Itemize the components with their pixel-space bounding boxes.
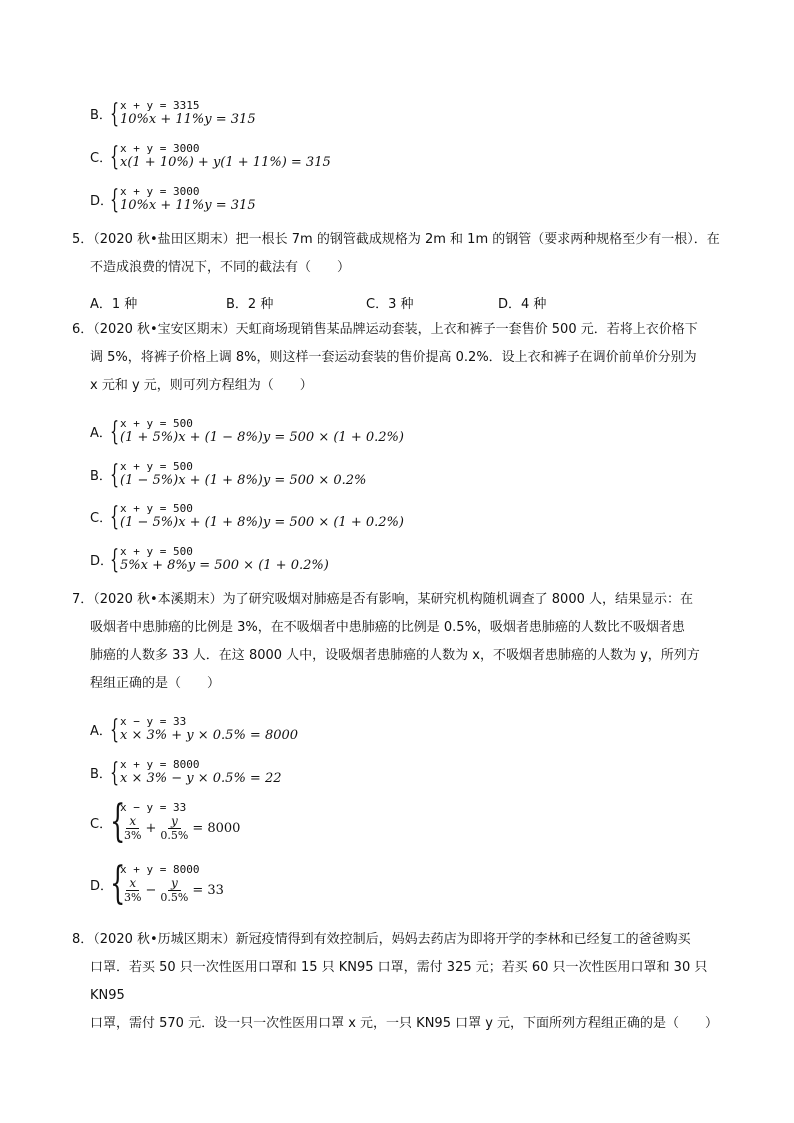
- equation-system: [110, 546, 329, 573]
- option-label: B．: [90, 108, 112, 123]
- equation-line-2: x(1 + 10%) + y(1 + 11%) = 315: [120, 155, 331, 170]
- question-stem-line: 程组正确的是（ ）: [90, 676, 221, 691]
- option-label: A．: [90, 426, 112, 441]
- question-stem-line: 不造成浪费的情况下，不同的截法有（ ）: [90, 260, 351, 275]
- fraction-numerator: y: [168, 814, 181, 829]
- fraction-numerator: x: [126, 876, 139, 891]
- fraction-denominator: 0.5%: [160, 828, 189, 842]
- q6-option-a[interactable]: [90, 418, 404, 445]
- fraction-numerator: x: [126, 814, 139, 829]
- equation-line-2: (1 − 5%)x + (1 + 8%)y = 500 × (1 + 0.2%): [120, 515, 404, 530]
- equation-line-1: x + y = 8000: [120, 862, 200, 876]
- option-label: C．: [90, 816, 113, 832]
- fraction-denominator: 3%: [124, 828, 142, 842]
- left-brace-icon: {: [110, 459, 120, 490]
- question-stem-line: 口罩．若买 50 只一次性医用口罩和 15 只 KN95 口罩，需付 325 元；若买 60 只一次性医用口罩和 30 只 KN95: [90, 960, 708, 1003]
- question-stem-line: x 元和 y 元，则可列方程组为（ ）: [90, 378, 313, 393]
- left-brace-icon: {: [110, 858, 126, 909]
- equation-line-1: x + y = 500: [120, 460, 193, 473]
- question-stem-line: 吸烟者中患肺癌的比例是 3%，在不吸烟者中患肺癌的比例是 0.5%，吸烟者患肺癌的人数比不吸烟者患: [90, 620, 685, 635]
- question-5: [72, 226, 732, 282]
- q4-option-d[interactable]: [90, 186, 256, 213]
- equation-system: [110, 418, 404, 445]
- equation-line-2: 5%x + 8%y = 500 × (1 + 0.2%): [120, 558, 329, 573]
- equation-system: [110, 759, 282, 786]
- option-label: C．: [90, 151, 113, 166]
- left-brace-icon: {: [110, 501, 120, 532]
- option-label: C．: [90, 511, 113, 526]
- equation-line-1: x + y = 3000: [120, 185, 200, 198]
- left-brace-icon: {: [110, 757, 120, 788]
- q6-option-c[interactable]: [90, 503, 404, 530]
- equation-line-2: x × 3% − y × 0.5% = 22: [120, 771, 282, 786]
- question-7: [72, 586, 732, 698]
- equation-line-2: (1 + 5%)x + (1 − 8%)y = 500 × (1 + 0.2%): [120, 430, 404, 445]
- q5-choice-b[interactable]: B．2 种: [226, 297, 274, 312]
- equation-line-2: [120, 814, 240, 843]
- equation-line-1: x + y = 3315: [120, 99, 200, 112]
- q7-option-b[interactable]: [90, 759, 282, 786]
- operator: −: [145, 882, 157, 898]
- equation-system: [110, 186, 256, 213]
- q5-choices: [90, 293, 546, 312]
- fraction-denominator: 3%: [124, 890, 142, 904]
- q5-choice-c[interactable]: C．3 种: [366, 297, 414, 312]
- fraction-numerator: y: [168, 876, 181, 891]
- equation-system: [110, 796, 241, 847]
- question-stem-line: 口罩，需付 570 元．设一只一次性医用口罩 x 元，一只 KN95 口罩 y 元，下面所列方程组正确的是（ ）: [90, 1016, 719, 1031]
- fraction-denominator: 0.5%: [160, 890, 189, 904]
- equation-line-2: 10%x + 11%y = 315: [120, 198, 256, 213]
- question-stem-line: 5．（2020 秋•盐田区期末）把一根长 7m 的钢管截成规格为 2m 和 1m 的钢管（要求两种规格至少有一根）．在: [72, 232, 720, 247]
- equation-system: [110, 143, 331, 170]
- q4-option-b[interactable]: [90, 100, 256, 127]
- left-brace-icon: {: [110, 184, 120, 215]
- fraction: [158, 814, 190, 843]
- equation-line-1: x + y = 500: [120, 417, 193, 430]
- question-stem-line: 肺癌的人数多 33 人．在这 8000 人中，设吸烟者患肺癌的人数为 x，不吸烟者患肺癌的人数为 y，所列方: [90, 648, 700, 663]
- question-stem-line: 7．（2020 秋•本溪期末）为了研究吸烟对肺癌是否有影响，某研究机构随机调查了 8000 人，结果显示：在: [72, 592, 694, 607]
- equation-line-2: 10%x + 11%y = 315: [120, 112, 256, 127]
- equation-line-1: x − y = 33: [120, 800, 187, 814]
- option-label: D．: [90, 878, 114, 894]
- equation-system: [110, 503, 404, 530]
- q7-option-d[interactable]: [90, 858, 224, 909]
- q5-choice-a[interactable]: A．1 种: [90, 297, 138, 312]
- fraction: [158, 876, 190, 905]
- q7-option-a[interactable]: [90, 716, 298, 743]
- equation-system: [110, 716, 298, 743]
- question-6: [72, 316, 732, 400]
- left-brace-icon: {: [110, 416, 120, 447]
- option-label: A．: [90, 724, 112, 739]
- option-label: D．: [90, 554, 114, 569]
- q6-option-d[interactable]: [90, 546, 329, 573]
- equation-system: [110, 100, 256, 127]
- left-brace-icon: {: [110, 98, 120, 129]
- left-brace-icon: {: [110, 714, 120, 745]
- equation-system: [110, 858, 224, 909]
- equation-system: [110, 461, 366, 488]
- equation-line-1: x + y = 8000: [120, 758, 200, 771]
- question-stem-line: 调 5%，将裤子价格上调 8%，则这样一套运动套装的售价提高 0.2%．设上衣和裤子在调价前单价分别为: [90, 350, 697, 365]
- q6-option-b[interactable]: [90, 461, 366, 488]
- left-brace-icon: {: [110, 141, 120, 172]
- left-brace-icon: {: [110, 796, 126, 847]
- q4-option-c[interactable]: [90, 143, 331, 170]
- equation-line-2: [120, 876, 224, 905]
- option-label: B．: [90, 767, 112, 782]
- question-stem-line: 6．（2020 秋•宝安区期末）天虹商场现销售某品牌运动套装，上衣和裤子一套售价 500 元．若将上衣价格下: [72, 322, 698, 337]
- left-brace-icon: {: [110, 544, 120, 575]
- equation-line-1: x + y = 500: [120, 502, 193, 515]
- equation-line-2: (1 − 5%)x + (1 + 8%)y = 500 × 0.2%: [120, 473, 367, 488]
- question-stem-line: 8．（2020 秋•历城区期末）新冠疫情得到有效控制后，妈妈去药店为即将开学的李林和已经复工的爸爸购买: [72, 932, 691, 947]
- equation-line-1: x + y = 3000: [120, 142, 200, 155]
- q5-choice-d[interactable]: D．4 种: [498, 297, 547, 312]
- option-label: B．: [90, 469, 112, 484]
- right-hand-side: = 33: [192, 882, 224, 898]
- operator: +: [145, 820, 157, 836]
- right-hand-side: = 8000: [192, 820, 241, 836]
- option-label: D．: [90, 194, 114, 209]
- equation-line-2: x × 3% + y × 0.5% = 8000: [120, 728, 299, 743]
- question-8: [72, 926, 732, 1038]
- q7-option-c[interactable]: [90, 796, 241, 847]
- equation-line-1: x − y = 33: [120, 715, 187, 728]
- equation-line-1: x + y = 500: [120, 545, 193, 558]
